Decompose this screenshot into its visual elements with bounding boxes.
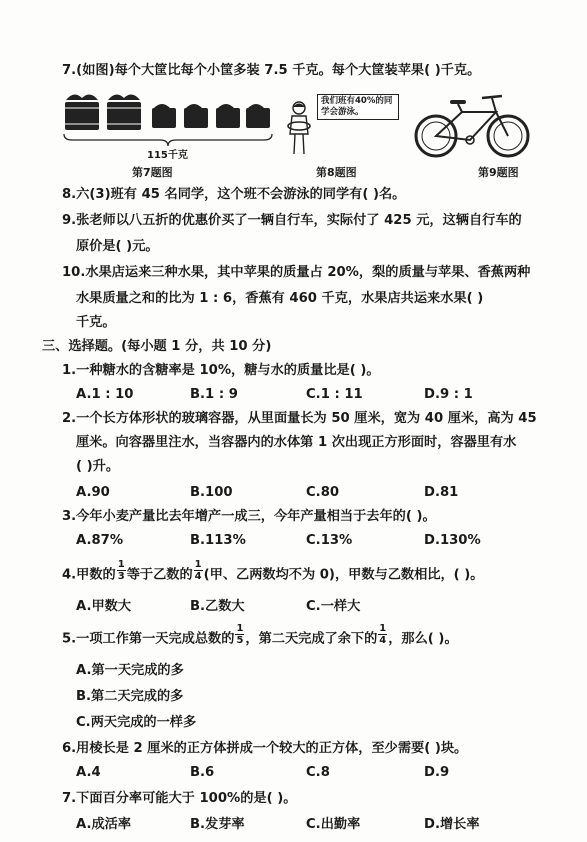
choice-question-6: 6.用棱长是 2 厘米的正方体拼成一个较大的正方体，至少需要( )块。 [62, 741, 468, 756]
big-basket-2 [107, 94, 141, 130]
section-3-heading: 三、选择题。(每小题 1 分，共 10 分) [42, 339, 272, 354]
choice-2-option-d: D.81 [424, 485, 459, 500]
choice-4-option-a: A.甲数大 [76, 599, 132, 614]
figure-7-caption: 第7题图 [132, 166, 173, 179]
fraction-denominator: 4 [194, 571, 202, 582]
figure-7-baskets [60, 88, 280, 154]
choice-question-1: 1.一种糖水的含糖率是 10%，糖与水的质量比是( )。 [62, 363, 380, 378]
small-basket-4 [246, 104, 270, 128]
choice-3-option-b: B.113% [190, 533, 246, 548]
choice-5-text-post: ，那么( )。 [388, 631, 458, 647]
choice-5-option-b: B.第二天完成的多 [76, 689, 184, 704]
figure-9-bicycle [412, 92, 534, 160]
choice-7-option-a: A.成活率 [76, 817, 132, 832]
choice-4-text-mid: 等于乙数的 [126, 567, 193, 583]
choice-3-option-a: A.87% [76, 533, 124, 548]
small-basket-2 [184, 104, 208, 128]
question-7: 7.(如图)每个大筐比每个小筐多装 7.5 千克。每个大筐装苹果( )千克。 [62, 63, 481, 78]
choice-6-option-c: C.8 [306, 765, 330, 780]
choice-6-option-d: D.9 [424, 765, 450, 780]
choice-5-fraction-b [378, 623, 387, 646]
choice-question-3: 3.今年小麦产量比去年增产一成三，今年产量相当于去年的( )。 [62, 509, 436, 524]
big-basket-1 [65, 94, 99, 130]
fraction-numerator: 1 [194, 559, 202, 570]
choice-question-2-line-2: 厘米。向容器里注水，当容器内的水体第 1 次出现正方形面时，容器里有水 [76, 435, 517, 450]
choice-5-fraction-a [235, 623, 244, 646]
choice-question-2-line-3: ( )升。 [76, 459, 120, 474]
choice-1-option-d: D.9 : 1 [424, 387, 473, 402]
choice-4-text-pre: 4.甲数的 [62, 567, 116, 583]
choice-4-fraction-b [194, 559, 203, 582]
choice-5-option-a: A.第一天完成的多 [76, 663, 184, 678]
fraction-numerator: 1 [117, 559, 125, 570]
small-basket-3 [216, 104, 240, 128]
figure-9-caption: 第9题图 [478, 166, 519, 179]
question-10-line-1: 10.水果店运来三种水果，其中苹果的质量占 20%，梨的质量与苹果、香蕉两种 [62, 265, 531, 280]
figure-8-child [284, 100, 314, 158]
choice-2-option-a: A.90 [76, 485, 110, 500]
choice-question-2-line-1: 2.一个长方体形状的玻璃容器，从里面量长为 50 厘米，宽为 40 厘米，高为 45 [62, 411, 537, 426]
question-9-line-1: 9.张老师以八五折的优惠价买了一辆自行车，实际付了 425 元，这辆自行车的 [62, 213, 522, 228]
fraction-denominator: 3 [117, 571, 125, 582]
question-10-line-2: 水果质量之和的比为 1 : 6，香蕉有 460 千克，水果店共运来水果( ) [76, 291, 484, 306]
fraction-denominator: 4 [379, 635, 387, 646]
figure-8-speech-bubble: 我们班有40%的同学会游泳。 [317, 94, 399, 120]
choice-5-text-mid: ，第二天完成了余下的 [245, 631, 378, 647]
fraction-denominator: 5 [236, 635, 244, 646]
choice-1-option-c: C.1 : 11 [306, 387, 363, 402]
choice-question-4 [62, 559, 484, 585]
figure-8-caption: 第8题图 [316, 166, 357, 179]
choice-4-option-b: B.乙数大 [190, 599, 245, 614]
question-9-line-2: 原价是( )元。 [76, 239, 159, 254]
choice-4-fraction-a [117, 559, 126, 582]
choice-1-option-b: B.1 : 9 [190, 387, 238, 402]
choice-7-option-c: C.出勤率 [306, 817, 361, 832]
choice-2-option-b: B.100 [190, 485, 233, 500]
choice-7-option-b: B.发芽率 [190, 817, 245, 832]
choice-1-option-a: A.1 : 10 [76, 387, 134, 402]
choice-3-option-d: D.130% [424, 533, 481, 548]
choice-question-5 [62, 623, 458, 649]
choice-5-option-c: C.两天完成的一样多 [76, 715, 197, 730]
figure-7-total-label: 115千克 [147, 150, 188, 161]
choice-2-option-c: C.80 [306, 485, 340, 500]
choice-6-option-b: B.6 [190, 765, 215, 780]
fraction-numerator: 1 [236, 623, 244, 634]
fraction-numerator: 1 [379, 623, 387, 634]
question-8: 8.六(3)班有 45 名同学，这个班不会游泳的同学有( )名。 [62, 187, 406, 202]
question-10-line-3: 千克。 [76, 315, 116, 330]
choice-question-7: 7.下面百分率可能大于 100%的是( )。 [62, 791, 297, 806]
small-basket-1 [152, 104, 176, 128]
choice-3-option-c: C.13% [306, 533, 353, 548]
choice-5-text-pre: 5.一项工作第一天完成总数的 [62, 631, 235, 647]
choice-6-option-a: A.4 [76, 765, 101, 780]
choice-7-option-d: D.增长率 [424, 817, 480, 832]
choice-4-option-c: C.一样大 [306, 599, 361, 614]
choice-4-text-post: (甲、乙两数均不为 0)，甲数与乙数相比，( )。 [203, 567, 484, 583]
total-brace [64, 134, 272, 146]
